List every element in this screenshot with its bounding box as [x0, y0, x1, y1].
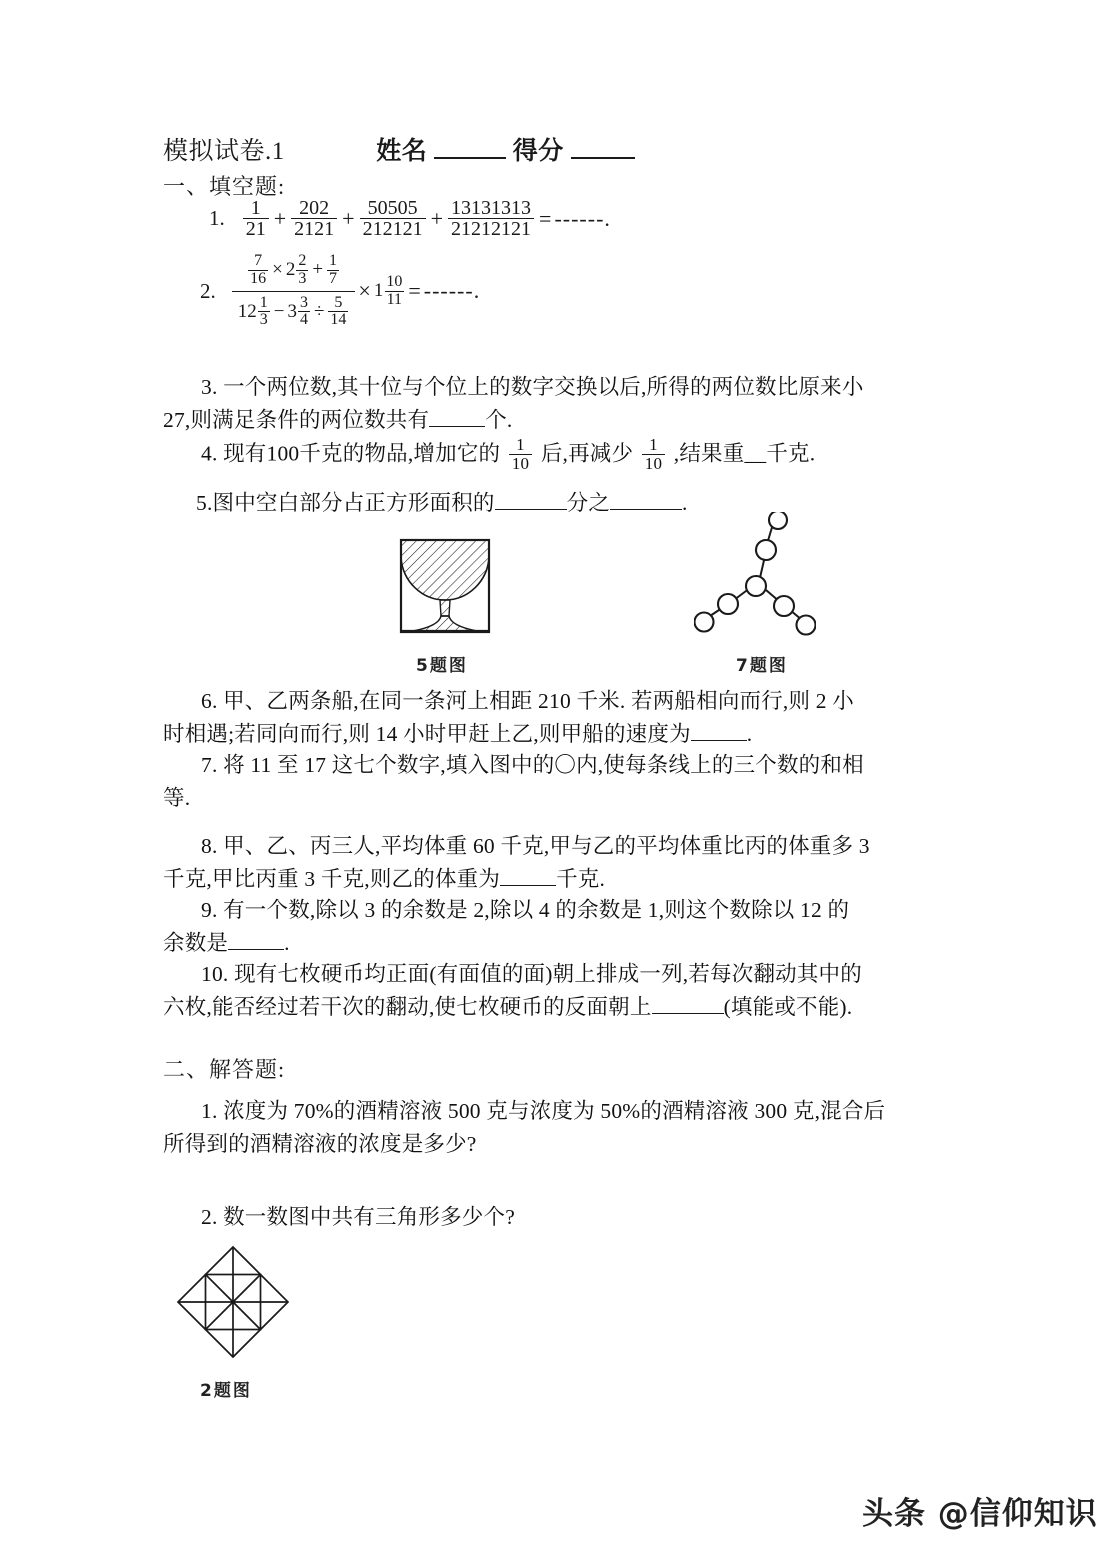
- equals-sign: =: [408, 278, 421, 304]
- question-9: [163, 894, 973, 960]
- question-4-number: 4.: [201, 441, 218, 466]
- question-2-expression: [232, 252, 479, 330]
- fraction-1-7: [327, 253, 339, 288]
- denominator: 7: [329, 269, 338, 287]
- denominator: 3: [298, 269, 307, 287]
- page-header: [163, 131, 635, 167]
- numerator: 1: [649, 435, 658, 454]
- question-4-text-2: 后,再减少: [540, 441, 634, 466]
- plus-sign-2: +: [342, 205, 355, 231]
- question-1-period: .: [604, 205, 610, 231]
- numerator: 1: [259, 293, 268, 311]
- question-8-blank[interactable]: [500, 868, 556, 886]
- question-5: [196, 487, 1016, 520]
- fraction-5-14: [328, 295, 348, 330]
- section2-question-2: [201, 1201, 1011, 1234]
- fraction-3-4: [298, 295, 310, 330]
- complex-fraction: [232, 252, 356, 330]
- fraction-50505-212121: [360, 198, 426, 240]
- section2-question-2-number: 2.: [201, 1205, 218, 1229]
- question-6-line2a: 时相遇;若同向而行,则 14 小时甲赶上乙,则甲船的速度为: [163, 722, 691, 746]
- figure-5-goblet: [399, 538, 491, 639]
- question-9-blank[interactable]: [228, 932, 284, 950]
- section2-question-1-line1: 浓度为 70%的酒精溶液 500 克与浓度为 50%的酒精溶液 300 克,混合后: [223, 1099, 886, 1123]
- plus-sign: +: [312, 259, 324, 281]
- section2-question-1: [163, 1095, 973, 1161]
- fraction-10-11: [384, 274, 404, 309]
- question-8: [163, 830, 973, 896]
- minus-sign: −: [273, 300, 285, 322]
- denominator: 212121: [360, 218, 426, 239]
- section-1-title: 一、填空题:: [163, 174, 286, 199]
- question-3-line1: 一个两位数,其十位与个位上的数字交换以后,所得的两位数比原来小: [223, 375, 864, 399]
- question-9-number: 9.: [201, 898, 218, 922]
- question-6-blank[interactable]: [691, 723, 747, 741]
- complex-denominator: [232, 291, 356, 331]
- question-1-expression: [241, 198, 610, 240]
- question-1-number: 1.: [209, 206, 225, 231]
- question-9-line2b: .: [284, 931, 290, 955]
- times-sign: ×: [272, 259, 283, 281]
- question-3: [163, 371, 963, 437]
- question-2-answer-blank[interactable]: ------: [423, 278, 474, 304]
- question-7-number: 7.: [201, 753, 218, 777]
- denominator: 2121: [291, 218, 337, 239]
- question-6-line2b: .: [746, 722, 753, 746]
- question-5-text-3: .: [682, 491, 688, 515]
- question-4-text-1: 现有100千克的物品,增加它的: [223, 441, 501, 466]
- question-1: [209, 198, 610, 240]
- question-4: [201, 437, 1001, 474]
- figure-2-caption: 2题图: [200, 1381, 252, 1401]
- fraction-1-10-b: [642, 436, 665, 473]
- score-blank[interactable]: [571, 137, 635, 159]
- numerator: 2: [298, 252, 307, 269]
- question-10-line1: 现有七枚硬币均正面(有面值的面)朝上排成一列,若每次翻动其中的: [234, 962, 862, 986]
- question-2-number: 2.: [200, 278, 216, 303]
- question-10-line2a: 六枚,能否经过若干次的翻动,使七枚硬币的反面朝上: [163, 995, 652, 1019]
- name-blank[interactable]: [434, 137, 506, 159]
- numerator: 10: [386, 272, 403, 290]
- question-2-period: .: [473, 278, 480, 304]
- question-3-number: 3.: [201, 375, 218, 399]
- fraction-13131313-21212121: [448, 198, 534, 240]
- figure-7-svg: [694, 512, 816, 636]
- question-5-blank-1[interactable]: [495, 492, 567, 510]
- numerator: 1: [329, 252, 338, 269]
- question-3-blank[interactable]: [429, 409, 485, 427]
- plus-sign-3: +: [430, 205, 444, 231]
- question-6-line1: 甲、乙两条船,在同一条河上相距 210 千米. 若两船相向而行,则 2 小: [223, 689, 855, 713]
- figure-2-svg: [174, 1243, 292, 1361]
- numerator: 5: [334, 293, 343, 311]
- question-1-answer-blank[interactable]: ------: [554, 205, 605, 231]
- divide-sign: ÷: [313, 300, 325, 322]
- denominator: 16: [250, 269, 267, 287]
- denominator: 10: [509, 454, 532, 473]
- equals-sign: =: [539, 205, 552, 231]
- numerator: 202: [299, 197, 330, 219]
- fraction-2-3: [296, 253, 308, 288]
- denominator: 21: [243, 218, 269, 239]
- name-label: 姓名: [376, 138, 428, 165]
- plus-sign-1: +: [273, 205, 287, 231]
- question-10-number: 10.: [201, 962, 229, 986]
- fraction-7-16: [248, 253, 268, 288]
- figure-7-caption: 7题图: [736, 656, 788, 676]
- question-2: [200, 252, 479, 330]
- whole-part: 1: [373, 280, 384, 302]
- question-5-text-2: 分之: [566, 491, 611, 515]
- question-5-blank-2[interactable]: [610, 492, 682, 510]
- times-sign-outer: ×: [358, 278, 371, 304]
- question-8-line1: 甲、乙、丙三人,平均体重 60 千克,甲与乙的平均体重比丙的体重多 3: [223, 834, 870, 858]
- score-label: 得分: [512, 138, 564, 165]
- figure-5-svg: [399, 538, 491, 634]
- question-8-line2a: 千克,甲比丙重 3 千克,则乙的体重为: [163, 867, 501, 891]
- numerator: 50505: [367, 197, 418, 219]
- numerator: 13131313: [451, 197, 532, 219]
- watermark: 头条 @信仰知识: [862, 1496, 1098, 1532]
- question-6-number: 6.: [201, 689, 218, 713]
- question-7: [163, 749, 973, 815]
- section-2-title: 二、解答题:: [163, 1057, 286, 1082]
- denominator: 4: [299, 311, 308, 329]
- section2-question-1-line2: 所得到的酒精溶液的浓度是多少?: [163, 1132, 477, 1156]
- numerator: 1: [516, 435, 525, 454]
- mixed-number-2-2-3: [286, 253, 310, 288]
- fraction-202-2121: [291, 198, 337, 240]
- denominator: 3: [259, 311, 268, 329]
- question-6: [163, 685, 973, 751]
- question-10: [163, 958, 973, 1024]
- fraction-1-3: [258, 295, 270, 330]
- question-3-line2a: 27,则满足条件的两位数共有: [163, 408, 430, 432]
- numerator: 3: [299, 293, 308, 311]
- question-10-line2b: (填能或不能).: [723, 995, 853, 1019]
- section2-question-2-text: 数一数图中共有三角形多少个?: [223, 1205, 515, 1229]
- denominator: 14: [330, 311, 347, 329]
- question-5-number: 5.: [196, 491, 213, 515]
- numerator: 7: [254, 252, 263, 269]
- fraction-1-10-a: [509, 436, 532, 473]
- section2-question-1-number: 1.: [201, 1099, 218, 1123]
- whole-part: 2: [285, 259, 296, 281]
- whole-part: 12: [237, 300, 257, 322]
- complex-numerator: [241, 252, 346, 291]
- mixed-number-3-3-4: [287, 295, 311, 330]
- question-8-number: 8.: [201, 834, 218, 858]
- question-10-blank[interactable]: [652, 996, 724, 1014]
- question-7-line2: 等.: [163, 786, 191, 810]
- question-9-line1: 有一个数,除以 3 的余数是 2,除以 4 的余数是 1,则这个数除以 12 的: [223, 898, 850, 922]
- question-8-line2b: 千克.: [556, 867, 606, 891]
- figure-2-diamond: [174, 1243, 292, 1366]
- question-5-text-1: 图中空白部分占正方形面积的: [212, 491, 495, 515]
- mixed-number-1-10-11: [374, 274, 406, 309]
- numerator: 1: [250, 197, 261, 219]
- question-3-line2b: 个.: [485, 408, 513, 432]
- figure-7-graph: [694, 512, 816, 641]
- question-9-line2a: 余数是: [163, 931, 229, 955]
- question-7-line1: 将 11 至 17 这七个数字,填入图中的〇内,使每条线上的三个数的和相: [223, 753, 864, 777]
- denominator: 21212121: [448, 218, 534, 239]
- question-4-text-3: ,结果重__千克.: [673, 441, 816, 466]
- page-title: 模拟试卷.1: [163, 138, 285, 165]
- denominator: 10: [642, 454, 665, 473]
- denominator: 11: [386, 290, 403, 308]
- fraction-1-21: [243, 198, 269, 240]
- whole-part: 3: [287, 300, 297, 322]
- mixed-number-12-1-3: [238, 295, 271, 330]
- figure-5-caption: 5题图: [416, 656, 468, 676]
